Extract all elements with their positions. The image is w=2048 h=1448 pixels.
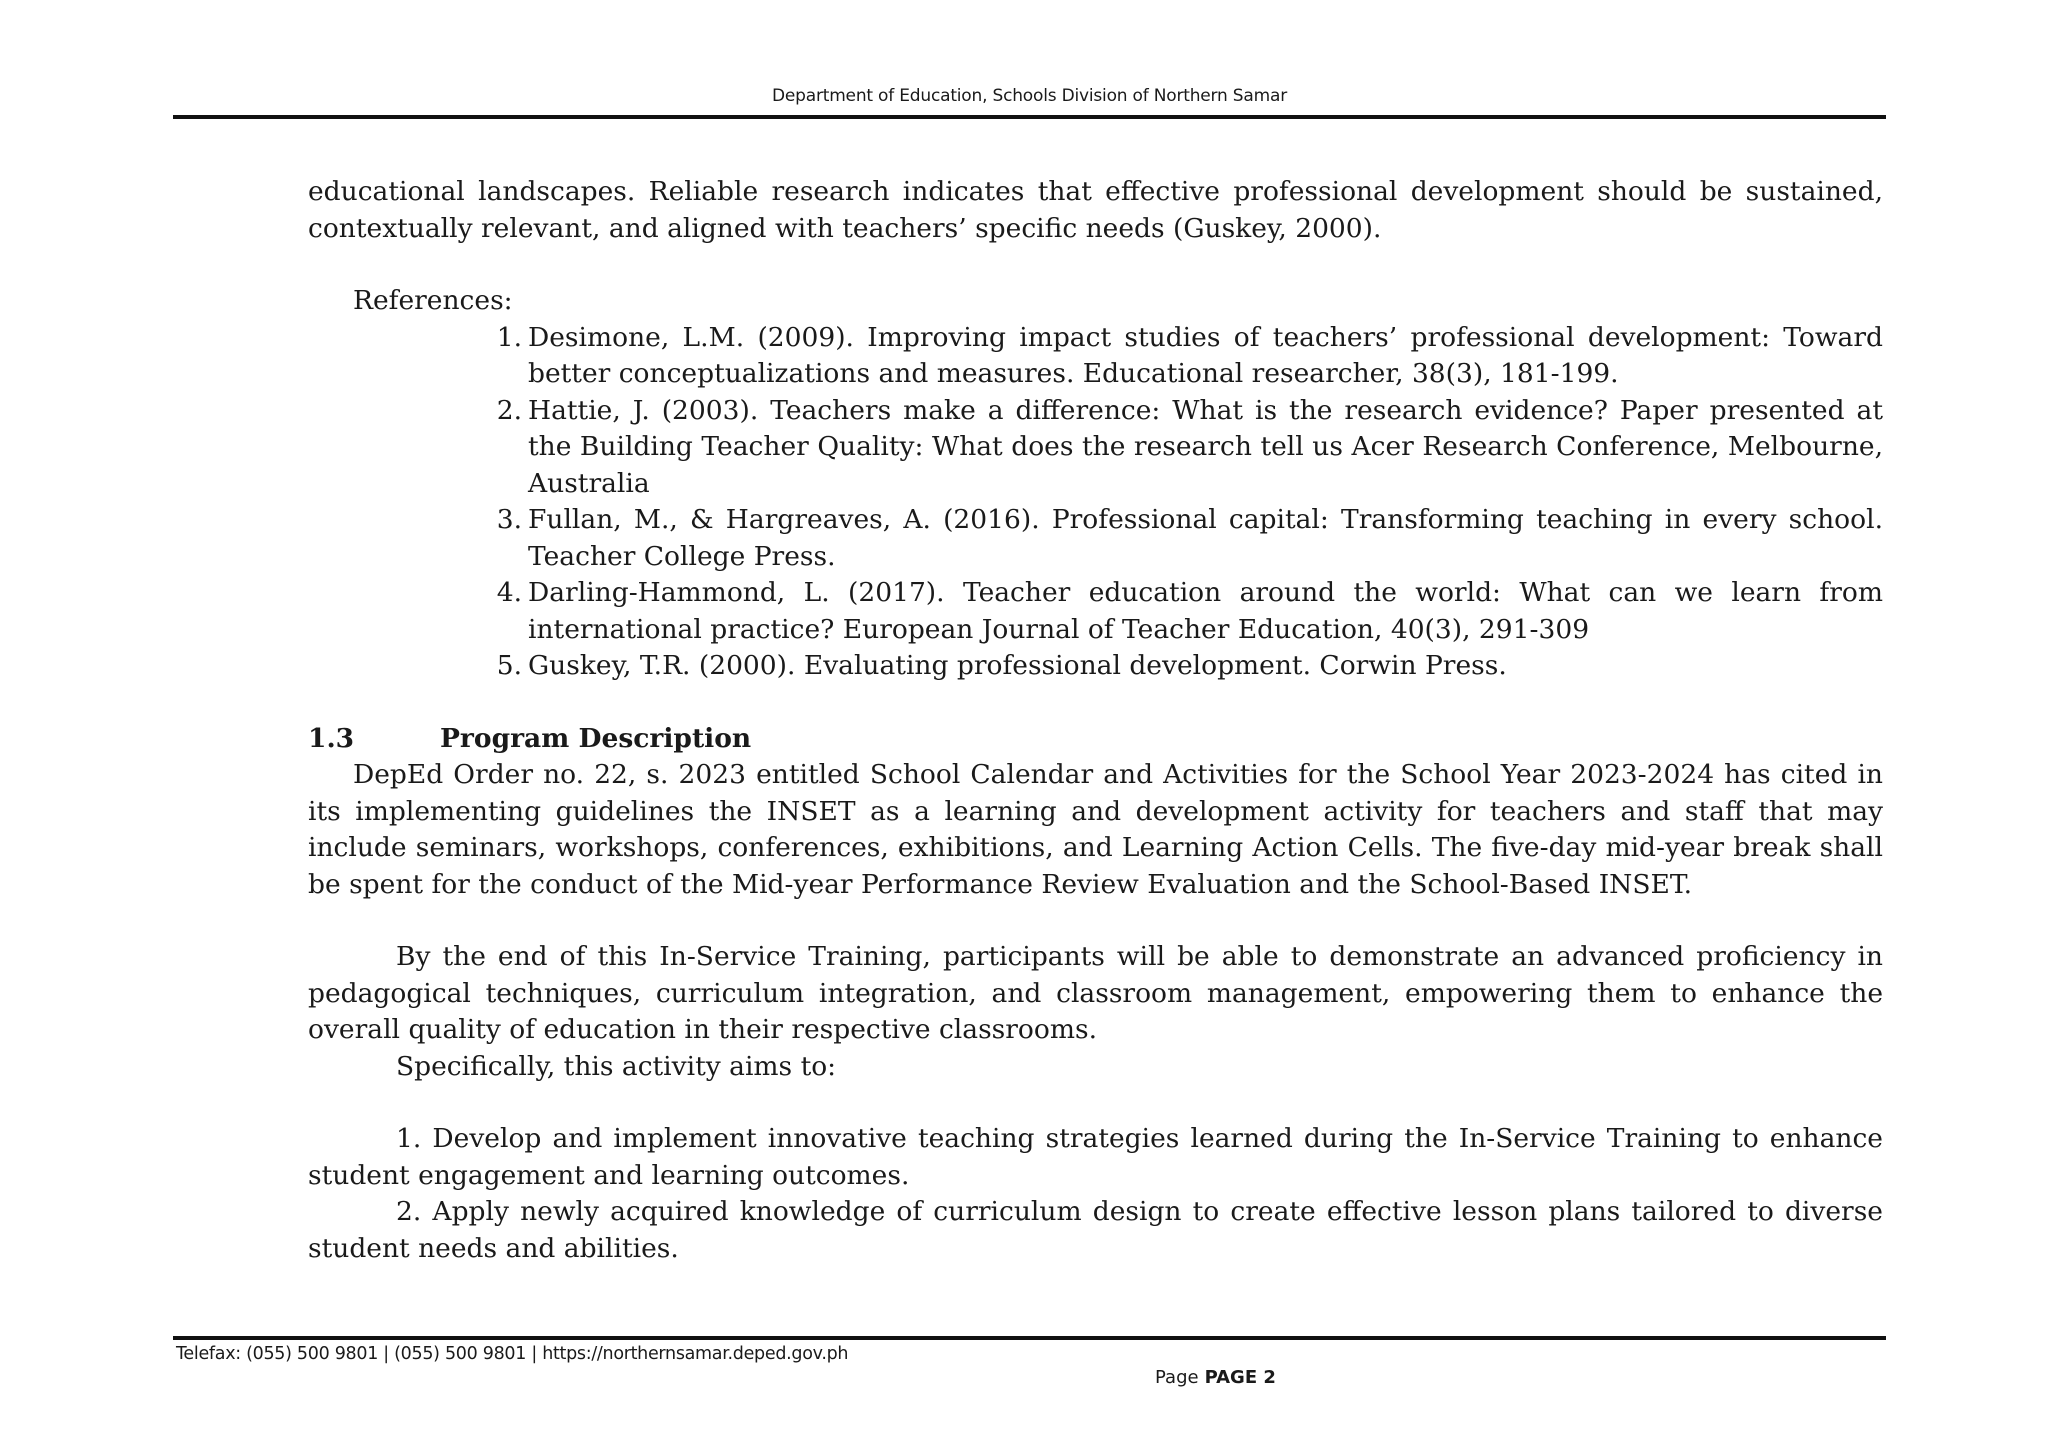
reference-number: 5.: [496, 650, 522, 681]
spacer: [308, 247, 1883, 283]
reference-item: [496, 320, 1883, 393]
header-rule: [173, 115, 1886, 119]
reference-item: [496, 648, 1883, 685]
aim-item: 2. Apply newly acquired knowledge of curriculum design to create effective lesson plans tailored to diverse student needs and abilities.: [308, 1196, 1883, 1264]
section-number: 1.3: [308, 722, 355, 754]
aim-item: 1. Develop and implement innovative teaching strategies learned during the In-Service Training to enhance student engagement and learning outcomes.: [308, 1123, 1883, 1191]
section-heading: [308, 721, 1883, 758]
footer-rule: [173, 1336, 1886, 1340]
reference-item: [496, 575, 1883, 648]
references-title: References:: [353, 285, 513, 316]
reference-text: Guskey, T.R. (2000). Evaluating professional development. Corwin Press.: [528, 650, 1507, 681]
aims-intro: Specifically, this activity aims to:: [396, 1050, 837, 1082]
spacer: [308, 903, 1883, 939]
reference-number: 3.: [496, 504, 522, 535]
reference-item: [496, 393, 1883, 503]
page-header: Department of Education, Schools Division of Northern Samar: [771, 86, 1287, 106]
reference-text: Hattie, J. (2003). Teachers make a difference: What is the research evidence? Paper presented at the Building Teacher Quality: What does the research tell us Acer Research Conference, Melbourne, Australia: [528, 394, 1883, 499]
references-list: [308, 320, 1883, 685]
intro-paragraph: educational landscapes. Reliable research indicates that effective professional development should be sustained, contextually relevant, and aligned with teachers’ specific needs (Guskey, 2000).: [308, 176, 1883, 244]
objectives-paragraph: By the end of this In-Service Training, participants will be able to demonstrate an advanced proficiency in pedagogical techniques, curriculum integration, and classroom management, empowering them to enhance the overall quality of education in their respective classrooms.: [308, 941, 1883, 1045]
page-label: Page: [1155, 1367, 1199, 1388]
page-value: PAGE 2: [1204, 1367, 1276, 1388]
reference-item: [496, 502, 1883, 575]
footer-contact: Telefax: (055) 500 9801 | (055) 500 9801 | https://northernsamar.deped.gov.ph: [176, 1344, 849, 1364]
section-title: Program Description: [440, 722, 752, 754]
program-description-paragraph: DepEd Order no. 22, s. 2023 entitled School Calendar and Activities for the School Year 2023-2024 has cited in its implementing guidelines the INSET as a learning and development activity for teachers and staff that may include seminars, workshops, conferences, exhibitions, and Learning Action Cells. The five-day mid-year break shall be spent for the conduct of the Mid-year Performance Review Evaluation and the School-Based INSET.: [308, 759, 1883, 900]
reference-number: 1.: [496, 321, 522, 353]
reference-number: 4.: [496, 577, 522, 608]
reference-text: Darling-Hammond, L. (2017). Teacher education around the world: What can we learn from international practice? European Journal of Teacher Education, 40(3), 291-309: [528, 577, 1883, 645]
reference-number: 2.: [496, 394, 522, 426]
document-body: [308, 174, 1883, 1267]
page-number: [1155, 1367, 1276, 1388]
reference-text: Desimone, L.M. (2009). Improving impact studies of teachers’ professional development: Toward better conceptualizations and measures. Educational researcher, 38(3), 181-199.: [528, 321, 1883, 389]
reference-text: Fullan, M., & Hargreaves, A. (2016). Professional capital: Transforming teaching in every school. Teacher College Press.: [528, 504, 1883, 572]
spacer: [308, 1085, 1883, 1121]
